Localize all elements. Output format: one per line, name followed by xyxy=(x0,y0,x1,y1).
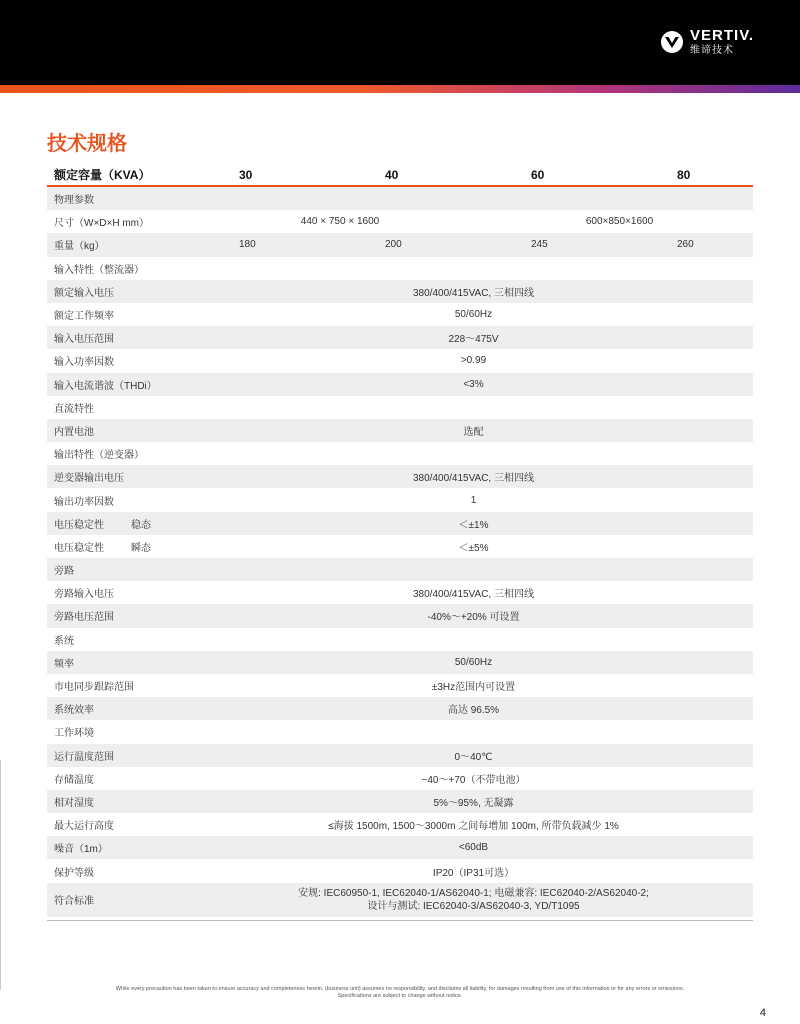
row-label-text: 输出特性（逆变器） xyxy=(54,450,144,462)
row-label-text: 工作环境 xyxy=(54,728,94,740)
row-label xyxy=(47,535,194,558)
row-label-text: 内置电池 xyxy=(54,426,94,438)
row-value: ＜±1% xyxy=(194,512,753,535)
row-label xyxy=(47,790,194,813)
row-label xyxy=(47,442,753,465)
row-label-text: 电压稳定性 xyxy=(54,542,104,554)
row-label-text: 输出功率因数 xyxy=(54,496,114,508)
disclaimer-line: Specifications are subject to change without notice. xyxy=(337,993,463,999)
footer-disclaimer xyxy=(60,986,740,1000)
compliance-line: 安规: IEC60950-1, IEC62040-1/AS62040-1; 电磁兼容: IEC62040-2/AS62040-2; xyxy=(298,887,649,899)
row-label: 尺寸（W×D×H mm） xyxy=(47,210,194,233)
table-row xyxy=(47,767,753,790)
row-label-text: 输入电压范围 xyxy=(54,334,114,346)
row-label xyxy=(47,373,194,396)
row-label-text: 存储温度 xyxy=(54,774,94,786)
table-row xyxy=(47,349,753,372)
row-sublabel: 瞬态 xyxy=(131,542,151,554)
table-row xyxy=(47,790,753,813)
row-label xyxy=(47,859,194,882)
row-value: 50/60Hz xyxy=(194,651,753,674)
section-row xyxy=(47,442,753,465)
brand-name: VERTIV. xyxy=(690,27,754,44)
row-value: −40～+70（不带电池） xyxy=(194,767,753,790)
row-label-text: 逆变器输出电压 xyxy=(54,473,124,485)
row-label xyxy=(47,488,194,511)
row-label xyxy=(47,836,194,859)
row-label xyxy=(47,257,753,280)
row-label xyxy=(47,581,194,604)
table-row-size xyxy=(47,210,753,233)
row-value: -40%～+20% 可设置 xyxy=(194,604,753,627)
row-value: 380/400/415VAC, 三相四线 xyxy=(194,280,753,303)
table-row xyxy=(47,744,753,767)
row-label xyxy=(47,651,194,674)
row-label-text: 额定输入电压 xyxy=(54,287,114,299)
row-label: 符合标准 xyxy=(47,883,194,917)
row-value: 1 xyxy=(194,488,753,511)
row-label-text: 输入功率因数 xyxy=(54,357,114,369)
disclaimer-line: While every precaution has been taken to ensure accuracy and completeness herein, (business unit) assumes no responsibility, and disclaims all liability, for damages resulting from use of this information or for any errors or omissions. xyxy=(115,986,685,992)
row-label xyxy=(47,326,194,349)
row-label-text: 系统效率 xyxy=(54,705,94,717)
capacity-col-40: 40 xyxy=(340,164,486,186)
row-value: 0～40℃ xyxy=(194,744,753,767)
row-label xyxy=(47,674,194,697)
row-value: 50/60Hz xyxy=(194,303,753,326)
table-row xyxy=(47,859,753,882)
section-row xyxy=(47,558,753,581)
vertiv-logo xyxy=(661,28,754,56)
capacity-col-80: 80 xyxy=(632,164,753,186)
section-row-physical xyxy=(47,186,753,210)
row-value: 228～475V xyxy=(194,326,753,349)
table-row xyxy=(47,465,753,488)
row-value: IP20（IP31可选） xyxy=(194,859,753,882)
capacity-header-row xyxy=(47,164,753,186)
row-label xyxy=(47,744,194,767)
capacity-label: 额定容量（KVA） xyxy=(47,164,194,186)
row-label xyxy=(47,604,194,627)
table-row xyxy=(47,373,753,396)
page-edge-line xyxy=(0,760,1,990)
brand-subtitle: 维谛技术 xyxy=(690,45,735,56)
table-row xyxy=(47,488,753,511)
row-label xyxy=(47,396,753,419)
size-value-60-80: 600×850×1600 xyxy=(486,210,753,233)
row-label-text: 输入特性（整流器） xyxy=(54,264,144,276)
section-row xyxy=(47,628,753,651)
page-title: 技术规格 xyxy=(47,133,127,155)
weight-value-60: 245 xyxy=(486,233,632,256)
row-label-text: 频率 xyxy=(54,658,74,670)
weight-value-40: 200 xyxy=(340,233,486,256)
accent-gradient-strip xyxy=(0,85,800,93)
row-label-text: 系统 xyxy=(54,635,74,647)
row-label: 重量（kg） xyxy=(47,233,194,256)
row-label-text: 保护等级 xyxy=(54,867,94,879)
compliance-value xyxy=(194,883,753,917)
row-value: ≤海拔 1500m, 1500～3000m 之间每增加 100m, 所带负载减少 1% xyxy=(194,813,753,836)
table-row xyxy=(47,280,753,303)
row-sublabel: 稳态 xyxy=(131,519,151,531)
row-value: 高达 96.5% xyxy=(194,697,753,720)
table-bottom-rule xyxy=(47,920,753,921)
row-label-text: 电压稳定性 xyxy=(54,519,104,531)
row-value: ＜±5% xyxy=(194,535,753,558)
page-number: 4 xyxy=(759,1007,766,1019)
row-label-text: 最大运行高度 xyxy=(54,821,114,833)
row-value: ±3Hz范围内可设置 xyxy=(194,674,753,697)
row-label xyxy=(47,303,194,326)
row-value: <60dB xyxy=(194,836,753,859)
capacity-col-60: 60 xyxy=(486,164,632,186)
section-row xyxy=(47,720,753,743)
row-label: 物理参数 xyxy=(47,186,753,210)
row-value: <3% xyxy=(194,373,753,396)
row-label-text: 输入电流谐波（THDi） xyxy=(54,380,157,392)
section-row xyxy=(47,396,753,419)
row-label-text: 旁路电压范围 xyxy=(54,612,114,624)
table-row xyxy=(47,512,753,535)
row-label xyxy=(47,697,194,720)
table-row-compliance xyxy=(47,883,753,917)
row-value: 选配 xyxy=(194,419,753,442)
row-label-text: 市电同步跟踪范围 xyxy=(54,682,134,694)
capacity-col-30: 30 xyxy=(194,164,340,186)
section-row xyxy=(47,257,753,280)
row-label xyxy=(47,558,753,581)
weight-value-30: 180 xyxy=(194,233,340,256)
row-label xyxy=(47,720,753,743)
row-label xyxy=(47,767,194,790)
table-row xyxy=(47,697,753,720)
table-row xyxy=(47,535,753,558)
row-value: 5%～95%, 无凝露 xyxy=(194,790,753,813)
row-label xyxy=(47,512,194,535)
table-row xyxy=(47,303,753,326)
table-row xyxy=(47,419,753,442)
row-label-text: 相对湿度 xyxy=(54,797,94,809)
weight-value-80: 260 xyxy=(632,233,753,256)
size-value-30-40: 440 × 750 × 1600 xyxy=(194,210,486,233)
row-label-text: 旁路输入电压 xyxy=(54,589,114,601)
row-label-text: 噪音（1m） xyxy=(54,844,108,856)
table-row xyxy=(47,581,753,604)
compliance-line: 设计与测试: IEC62040-3/AS62040-3, YD/T1095 xyxy=(367,900,580,912)
table-row xyxy=(47,651,753,674)
header-bar xyxy=(0,0,800,85)
row-label xyxy=(47,628,753,651)
vertiv-logo-icon xyxy=(661,31,683,53)
row-value: >0.99 xyxy=(194,349,753,372)
table-row xyxy=(47,604,753,627)
row-value: 380/400/415VAC, 三相四线 xyxy=(194,581,753,604)
row-label xyxy=(47,465,194,488)
table-row-weight xyxy=(47,233,753,256)
table-row xyxy=(47,836,753,859)
row-label-text: 额定工作频率 xyxy=(54,311,114,323)
spec-table xyxy=(47,164,753,917)
table-row xyxy=(47,326,753,349)
row-label xyxy=(47,280,194,303)
row-value: 380/400/415VAC, 三相四线 xyxy=(194,465,753,488)
row-label xyxy=(47,349,194,372)
row-label-text: 旁路 xyxy=(54,566,74,578)
row-label-text: 运行温度范围 xyxy=(54,751,114,763)
row-label-text: 直流特性 xyxy=(54,403,94,415)
row-label xyxy=(47,419,194,442)
table-row xyxy=(47,674,753,697)
table-row xyxy=(47,813,753,836)
row-label xyxy=(47,813,194,836)
